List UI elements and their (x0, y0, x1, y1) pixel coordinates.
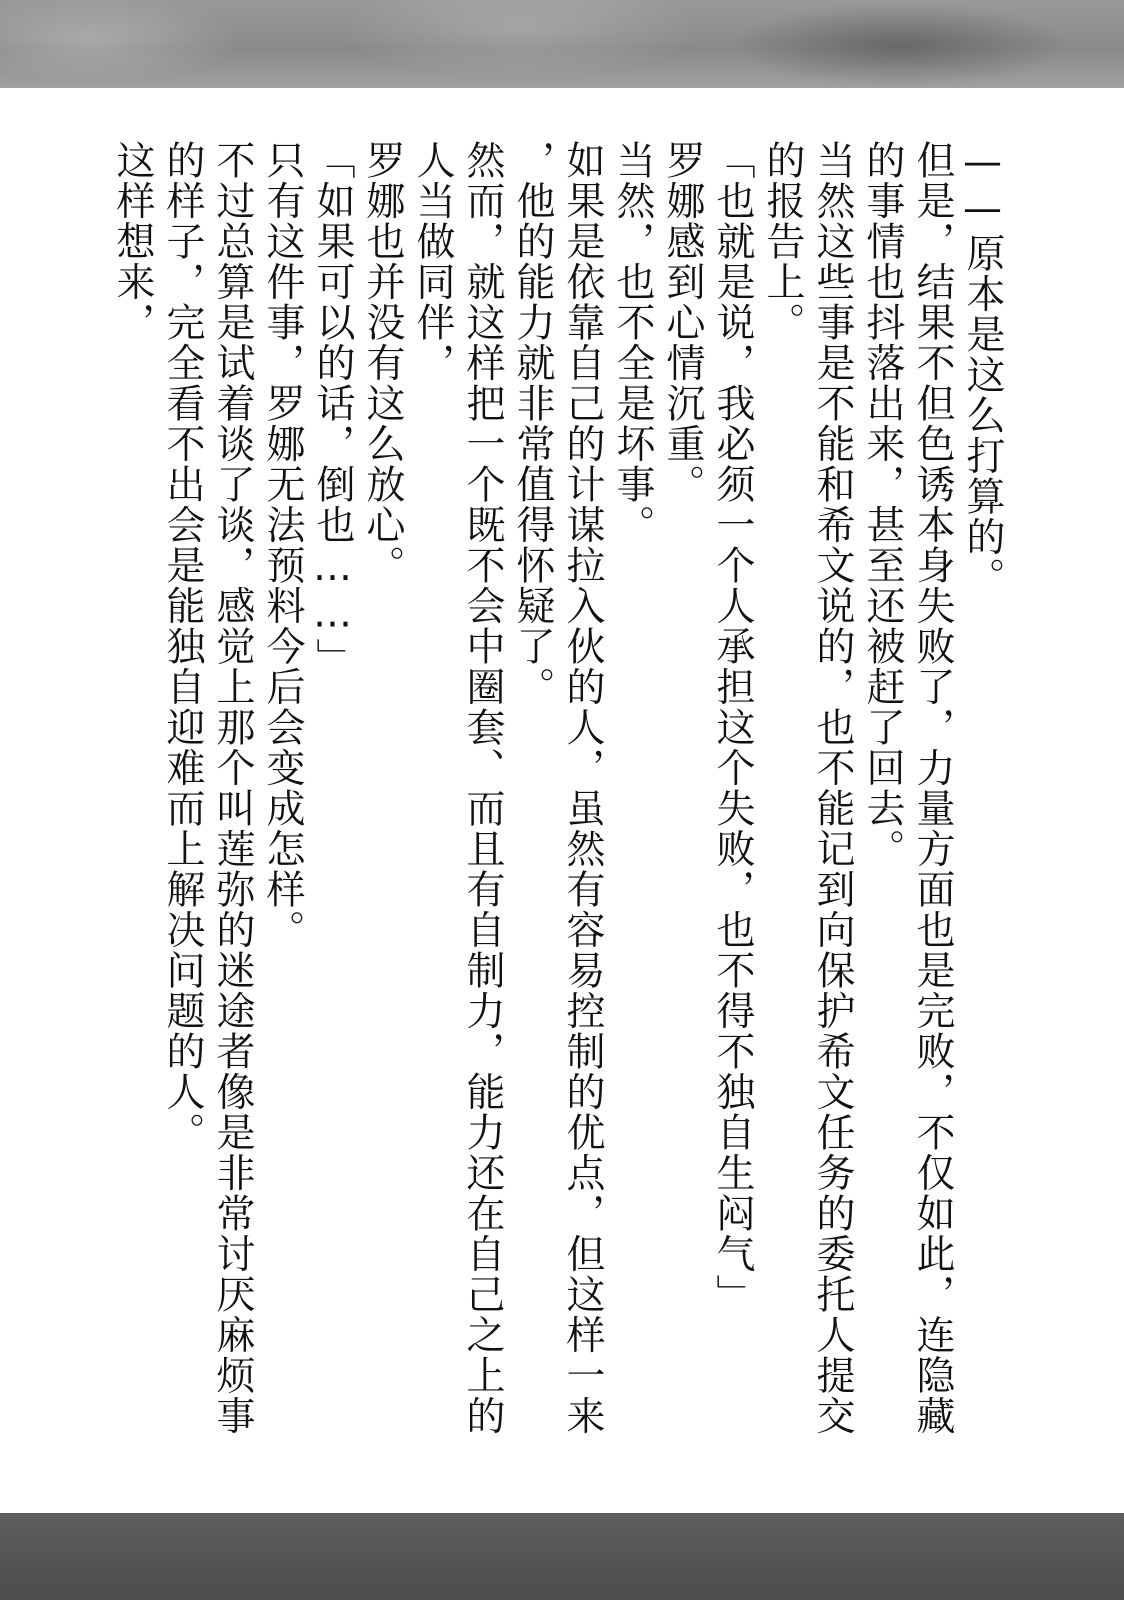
text-line: 的样子，完全看不出会是能独自迎难而上解决问题的人。 (160, 140, 205, 1153)
text-line: 但是，结果不但色诱本身失败了，力量方面也是完败，不仅如此，连隐藏 (910, 140, 955, 1436)
vertical-text-body (105, 140, 1025, 1470)
text-line: 不过总算是试着谈了谈，感觉上那个叫莲弥的迷途者像是非常讨厌麻烦事 (210, 140, 255, 1436)
bottom-scan-border (0, 1513, 1124, 1600)
text-line: 罗娜感到心情沉重。 (660, 140, 705, 505)
text-line: 当然这些事是不能和希文说的，也不能记到向保护希文任务的委托人提交 (810, 140, 855, 1436)
top-scan-border (0, 0, 1124, 88)
text-line: 当然，也不全是坏事。 (610, 140, 655, 545)
text-line: 「也就是说，我必须一个人承担这个失败，也不得不独自生闷气」 (710, 140, 755, 1315)
text-line: ——原本是这么打算的。 (960, 140, 1005, 598)
text-line: ，他的能力就非常值得怀疑了。 (510, 140, 555, 707)
text-line: 如果是依靠自己的计谋拉入伙的人，虽然有容易控制的优点，但这样一来 (560, 140, 605, 1436)
text-line: 「如果可以的话，倒也……」 (310, 140, 355, 679)
text-line: 这样想来， (110, 140, 155, 343)
text-line: 然而，就这样把一个既不会中圈套、而且有自制力，能力还在自己之上的 (460, 140, 505, 1436)
text-line: 罗娜也并没有这么放心。 (360, 140, 405, 586)
text-line: 人当做同伴， (410, 140, 455, 383)
text-line: 的事情也抖落出来，甚至还被赶了回去。 (860, 140, 905, 869)
text-line: 的报告上。 (760, 140, 805, 343)
text-line: 只有这件事，罗娜无法预料今后会变成怎样。 (260, 140, 305, 950)
